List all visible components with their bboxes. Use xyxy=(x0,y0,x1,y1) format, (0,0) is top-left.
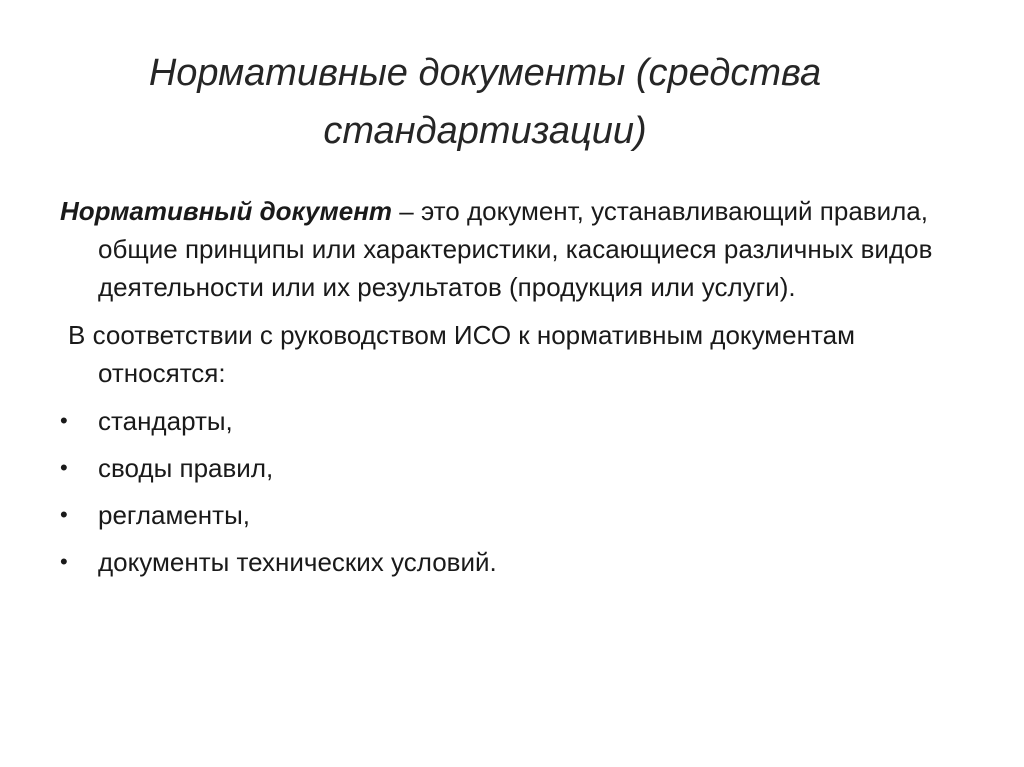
slide-title-line-1: Нормативные документы (средства xyxy=(148,52,822,94)
slide-title-line-2: стандартизации) xyxy=(323,110,647,152)
list-item xyxy=(60,449,980,487)
bullet-icon: • xyxy=(60,549,68,574)
document-types-list xyxy=(60,402,980,581)
slide-body xyxy=(60,192,980,590)
definition-paragraph xyxy=(60,192,980,306)
bullet-icon: • xyxy=(60,455,68,480)
slide-title xyxy=(60,44,910,160)
list-item xyxy=(60,543,980,581)
list-item-text: стандарты, xyxy=(98,406,233,436)
intro-paragraph: В соответствии с руководством ИСО к нормативным документам относятся: xyxy=(68,320,855,388)
list-item xyxy=(60,496,980,534)
list-item xyxy=(60,402,980,440)
list-item-text: документы технических условий. xyxy=(98,547,497,577)
definition-term: Нормативный документ xyxy=(60,196,393,226)
bullet-icon: • xyxy=(60,408,68,433)
definition-text: – это документ, устанавливающий правила, общие принципы или характеристики, касающиеся различных видов деятельности или их результатов (продукция или услуги). xyxy=(98,196,933,302)
list-item-text: своды правил, xyxy=(98,453,274,483)
bullet-icon: • xyxy=(60,502,68,527)
list-item-text: регламенты, xyxy=(98,500,250,530)
